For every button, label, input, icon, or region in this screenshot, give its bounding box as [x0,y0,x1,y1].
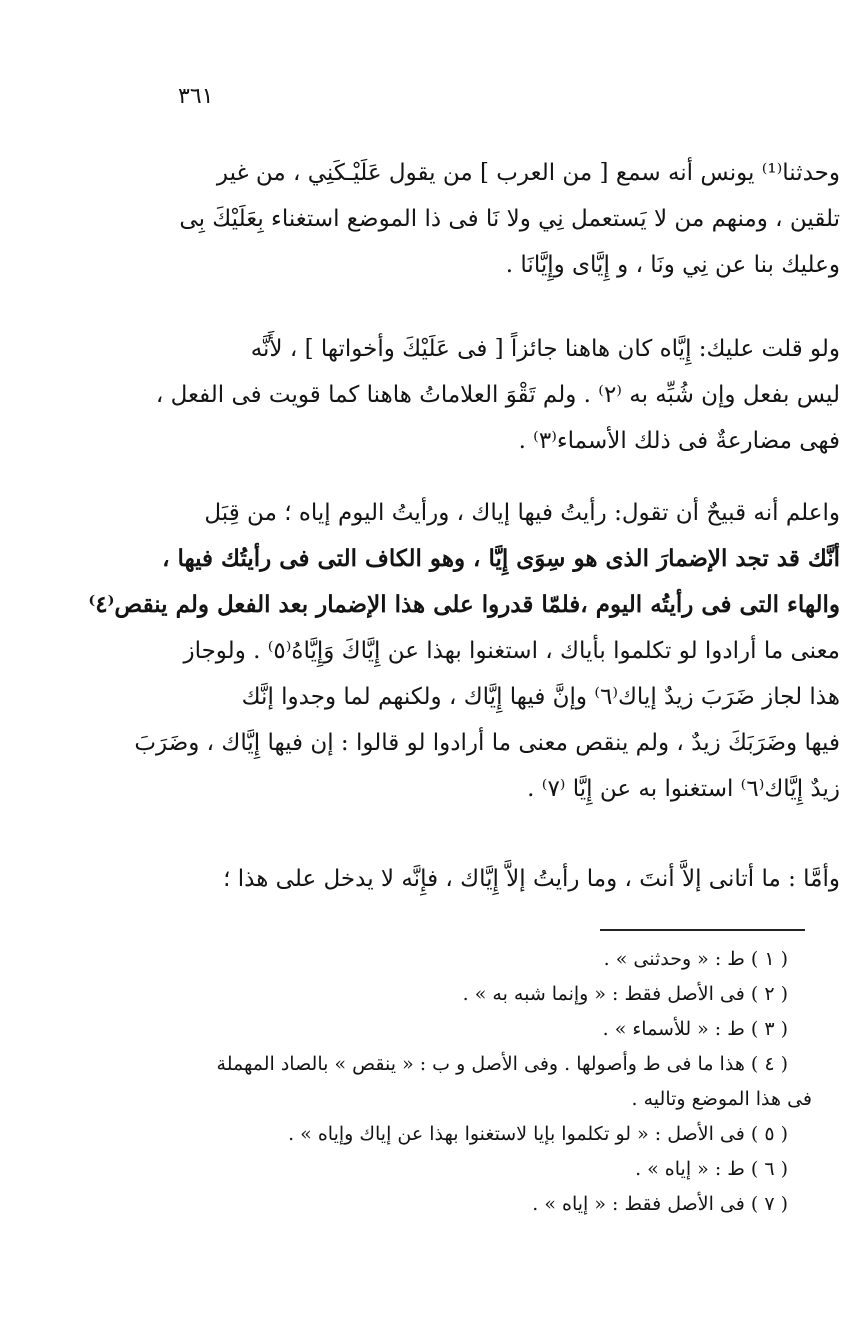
paragraph-1 [128,150,840,288]
footnote-2: ( ٢ ) فى الأصل فقط : « وإنما شبه به » . [462,983,788,1005]
text-line: وحدثنا⁽¹⁾ يونس أنه سمع [ من العرب ] من يقول عَلَيْـكَنِي ، من غير [216,160,840,186]
text-line: ولو قلت عليك: إِيَّاه كان هاهنا جائزاً [ فى عَلَيْكَ وأخواتها ] ، لأَنَّه [250,336,840,362]
footnote-4-continuation: فى هذا الموضع وتاليه . [631,1088,812,1110]
footnote-separator [600,929,805,931]
text-line: فيها وضَرَبَكَ زيدٌ ، ولم ينقص معنى ما أرادوا لو قالوا : إن فيها إِيَّاك ، وضَرَبَ [134,730,840,756]
text-line: فهى مضارعةٌ فى ذلك الأسماء⁽٣⁾ . [518,428,840,454]
text-line: وأمَّا : ما أتانى إلاَّ أنتَ ، وما رأيتُ إلاَّ إِيَّاك ، فإِنَّه لا يدخل على هذا ؛ [223,866,840,892]
footnote-4: ( ٤ ) هذا ما فى ط وأصولها . وفى الأصل و ب : « ينقص » بالصاد المهملة [216,1053,788,1075]
text-line: ليس بفعل وإن شُبِّه به ⁽٢⁾ . ولم تَقْوَ العلاماتُ هاهنا كما قويت فى الفعل ، [155,382,840,408]
text-line: أنَّك قد تجد الإضمارَ الذى هو سِوَى إِيَّا ، وهو الكاف التى فى رأيتُك فيها ، [162,545,840,572]
text-line: زيدٌ إِيَّاك⁽٦⁾ استغنوا به عن إِيَّا ⁽٧⁾ . [527,776,840,802]
footnote-1: ( ١ ) ط : « وحدثنى » . [603,948,788,970]
footnote-7: ( ٧ ) فى الأصل فقط : « إياه » . [532,1193,788,1215]
paragraph-2 [128,326,840,464]
text-line: تلقين ، ومنهم من لا يَستعمل نِي ولا نَا فى ذا الموضع استغناء بِعَلَيْكَ بِى [179,206,840,232]
text-line: معنى ما أرادوا لو تكلموا بأياك ، استغنوا بهذا عن إِيَّاكَ وَإِيَّاهُ⁽٥⁾ . ولوجاز [183,638,840,664]
paragraph-4 [128,856,840,902]
text-line: هذا لجاز ضَرَبَ زيدٌ إياك⁽٦⁾ وإنَّ فيها إِيَّاك ، ولكنهم لما وجدوا إنَّك [241,684,840,710]
footnote-3: ( ٣ ) ط : « للأسماء » . [602,1018,788,1040]
paragraph-3 [88,490,840,812]
footnotes [128,942,840,1222]
text-line: واعلم أنه قبيحٌ أن تقول: رأيتُ فيها إياك ، ورأيتُ اليوم إياه ؛ من قِبَل [204,500,840,526]
text-line: والهاء التى فى رأيتُه اليوم ،فلمّا قدروا على هذا الإضمار بعد الفعل ولم ينقص⁽٤⁾ [88,591,840,618]
footnote-5: ( ٥ ) فى الأصل : « لو تكلموا بإيا لاستغنوا بهذا عن إياك وإياه » . [288,1123,788,1145]
footnote-6: ( ٦ ) ط : « إياه » . [635,1158,788,1180]
text-line: وعليك بنا عن نِي ونَا ، و إِيَّاى وإِيَّانَا . [505,252,840,278]
page-number: ٣٦١ [178,84,214,109]
